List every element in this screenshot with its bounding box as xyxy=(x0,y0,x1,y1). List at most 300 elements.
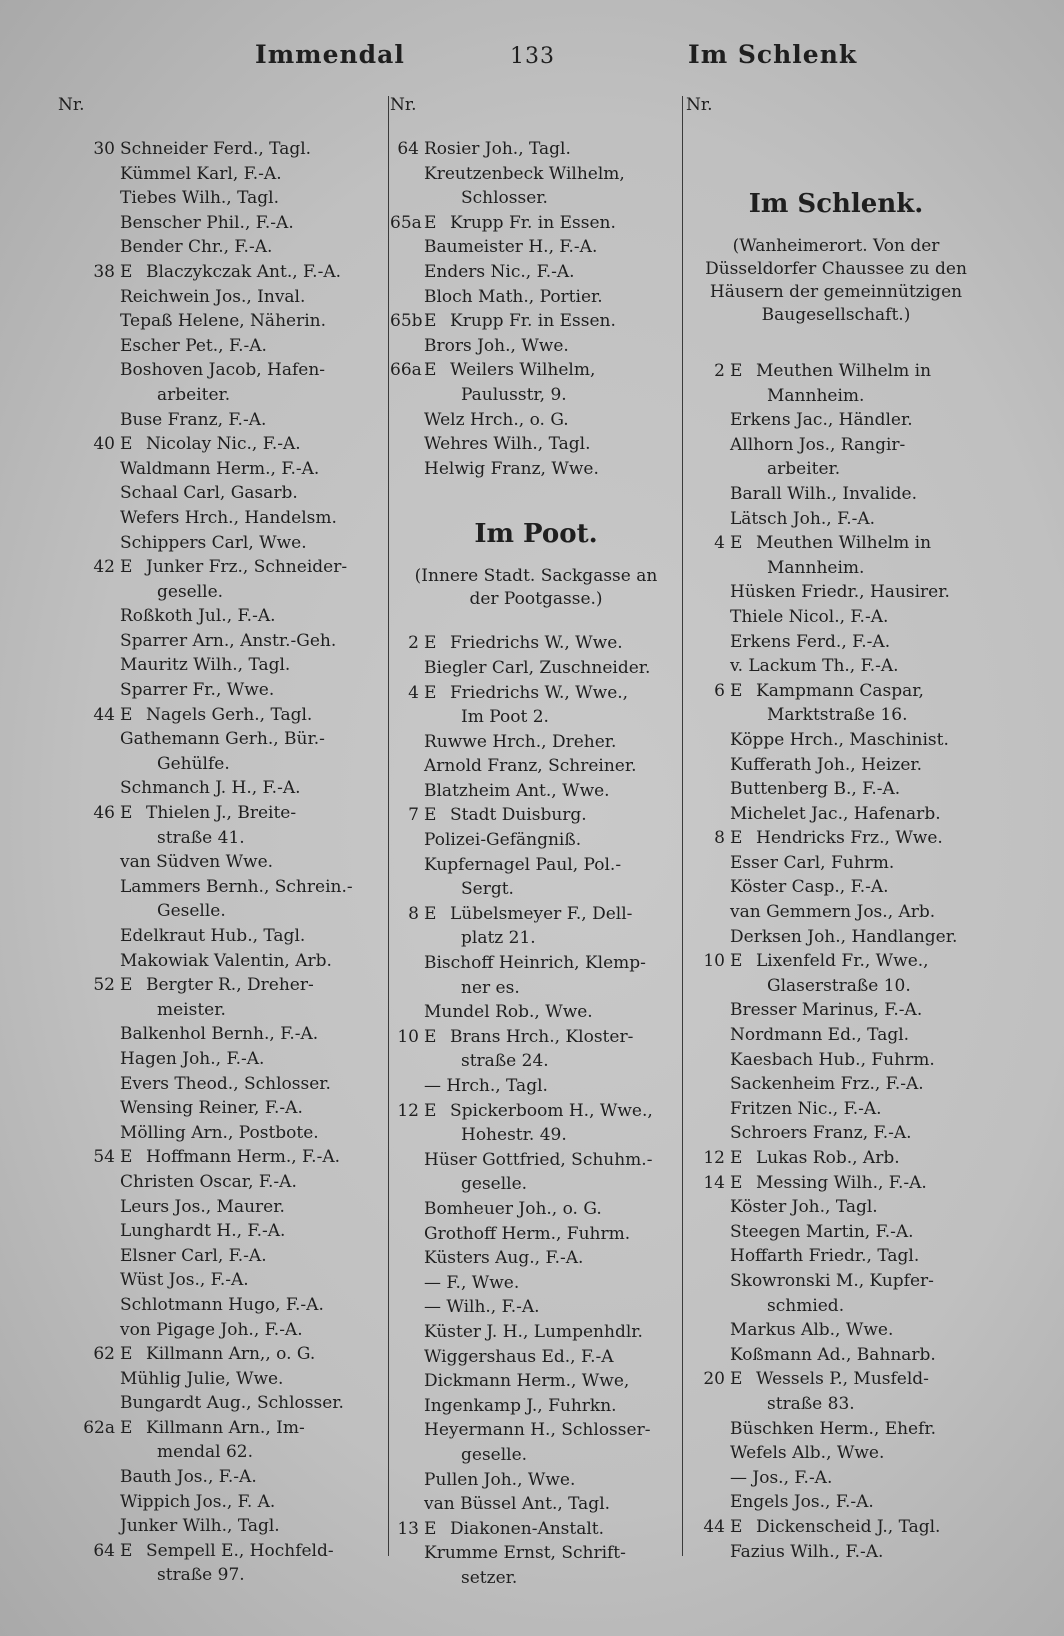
resident-entry: Meuthen Wilhelm in xyxy=(756,533,932,554)
list-item xyxy=(58,137,398,162)
house-number: 62a xyxy=(83,1417,115,1438)
house-number xyxy=(390,828,424,853)
house-number xyxy=(390,1222,424,1247)
entry-continuation: Geselle. xyxy=(157,901,226,922)
house-number xyxy=(686,1343,730,1368)
house-number xyxy=(686,605,730,630)
list-item xyxy=(58,1440,398,1465)
house-number: 2 xyxy=(408,633,419,654)
list-item xyxy=(686,1294,986,1319)
street-description-line: der Pootgasse.) xyxy=(469,589,603,610)
house-number xyxy=(58,580,120,605)
owner-marker: E xyxy=(730,1148,743,1168)
resident-entry: Roßkoth Jul., F.-A. xyxy=(120,606,276,627)
owner-marker: E xyxy=(120,704,133,725)
list-item xyxy=(686,826,986,851)
entry-continuation: straße 97. xyxy=(157,1565,245,1586)
resident-entry: Stadt Duisburg. xyxy=(450,805,587,826)
list-item xyxy=(58,899,398,924)
resident-entry: Krupp Fr. in Essen. xyxy=(450,311,616,332)
resident-entry: Kupfernagel Paul, Pol.- xyxy=(424,854,622,875)
list-item xyxy=(686,433,986,458)
resident-entry: Lixenfeld Fr., Wwe., xyxy=(756,951,929,972)
resident-entry: Blaczykczak Ant., F.-A. xyxy=(146,261,342,282)
house-number: 10 xyxy=(703,951,725,972)
house-number xyxy=(390,1443,424,1468)
house-number xyxy=(390,1394,424,1419)
house-number xyxy=(58,383,120,408)
list-item xyxy=(686,998,986,1023)
resident-entry: Messing Wilh., F.-A. xyxy=(756,1172,927,1193)
house-number xyxy=(390,1468,424,1493)
resident-entry: Killmann Arn,, o. G. xyxy=(146,1344,316,1365)
resident-entry: Krupp Fr. in Essen. xyxy=(450,212,616,233)
house-number xyxy=(686,753,730,778)
list-item xyxy=(686,875,986,900)
entry-continuation: platz 21. xyxy=(461,928,536,949)
resident-entry: Steegen Martin, F.-A. xyxy=(730,1221,914,1242)
list-item xyxy=(390,285,682,310)
house-number xyxy=(390,162,424,187)
house-number xyxy=(58,776,120,801)
resident-entry: Buse Franz, F.-A. xyxy=(120,409,267,430)
list-item xyxy=(58,1539,398,1564)
house-number xyxy=(390,1246,424,1271)
resident-entry: Grothoff Herm., Fuhrm. xyxy=(424,1223,631,1244)
house-number xyxy=(58,1121,120,1146)
list-item xyxy=(686,728,986,753)
house-number xyxy=(686,802,730,827)
resident-entry: Kufferath Joh., Heizer. xyxy=(730,754,923,775)
house-number xyxy=(686,1540,730,1565)
resident-entry: Lätsch Joh., F.-A. xyxy=(730,508,876,529)
list-item xyxy=(58,653,398,678)
house-number: 44 xyxy=(93,704,115,725)
list-item xyxy=(390,926,682,951)
resident-entry: Schmanch J. H., F.-A. xyxy=(120,778,301,799)
list-item xyxy=(58,1244,398,1269)
house-number: 64 xyxy=(93,1540,115,1561)
house-number xyxy=(686,1048,730,1073)
list-item xyxy=(390,1271,682,1296)
house-number: 10 xyxy=(397,1026,419,1047)
resident-entry: Allhorn Jos., Rangir- xyxy=(730,434,906,455)
list-item xyxy=(686,1244,986,1269)
list-item xyxy=(58,432,398,457)
list-item xyxy=(686,507,986,532)
entry-continuation: Hohestr. 49. xyxy=(461,1125,567,1146)
list-item xyxy=(686,1220,986,1245)
house-number: 2 xyxy=(714,361,725,381)
list-item xyxy=(390,334,682,359)
list-item xyxy=(390,951,682,976)
list-item xyxy=(390,1394,682,1419)
list-item xyxy=(58,309,398,334)
entry-continuation: straße 41. xyxy=(157,827,245,848)
resident-entry: Baumeister H., F.-A. xyxy=(424,237,598,258)
list-item xyxy=(58,211,398,236)
entry-continuation: setzer. xyxy=(461,1567,518,1588)
list-item xyxy=(58,1022,398,1047)
house-number xyxy=(390,1320,424,1345)
house-number xyxy=(390,1492,424,1517)
list-item xyxy=(58,1170,398,1195)
house-number xyxy=(58,1170,120,1195)
house-number: 14 xyxy=(703,1172,725,1193)
house-number xyxy=(58,1293,120,1318)
owner-marker: E xyxy=(730,533,743,554)
list-item xyxy=(390,432,682,457)
list-item xyxy=(390,137,682,162)
house-number xyxy=(58,211,120,236)
house-number: 42 xyxy=(93,557,115,578)
house-number xyxy=(686,457,730,482)
resident-entry: Lunghardt H., F.-A. xyxy=(120,1221,286,1242)
resident-entry: Wessels P., Musfeld- xyxy=(756,1369,929,1390)
house-number xyxy=(390,235,424,260)
resident-entry: von Pigage Joh., F.-A. xyxy=(120,1319,303,1340)
resident-entry: Weilers Wilhelm, xyxy=(450,360,596,381)
list-item xyxy=(390,1295,682,1320)
house-number xyxy=(686,875,730,900)
resident-entry: Bungardt Aug., Schlosser. xyxy=(120,1393,344,1414)
owner-marker: E xyxy=(730,1172,743,1193)
house-number xyxy=(686,1097,730,1122)
list-item xyxy=(390,1025,682,1050)
owner-marker: E xyxy=(424,360,437,381)
house-number: 12 xyxy=(397,1100,419,1121)
house-number xyxy=(58,506,120,531)
house-number xyxy=(686,433,730,458)
resident-entry: Pullen Joh., Wwe. xyxy=(424,1469,576,1490)
house-number: 46 xyxy=(93,803,115,824)
list-item xyxy=(58,1268,398,1293)
resident-entry: Benscher Phil., F.-A. xyxy=(120,212,294,233)
house-number: 38 xyxy=(93,261,115,282)
list-item xyxy=(58,383,398,408)
list-item xyxy=(686,703,986,728)
house-number xyxy=(390,926,424,951)
list-item xyxy=(58,875,398,900)
house-number: 65b xyxy=(390,311,423,332)
owner-marker: E xyxy=(424,1100,437,1121)
house-number: 62 xyxy=(93,1344,115,1365)
list-item xyxy=(686,1515,986,1540)
house-number xyxy=(390,285,424,310)
street-description-line: (Wanheimerort. Von der xyxy=(732,236,940,256)
resident-entry: Schroers Franz, F.-A. xyxy=(730,1123,912,1144)
resident-entry: Schneider Ferd., Tagl. xyxy=(120,139,312,159)
list-item xyxy=(390,186,682,211)
house-number xyxy=(58,1195,120,1220)
house-number xyxy=(390,408,424,433)
list-item xyxy=(686,900,986,925)
list-item xyxy=(58,801,398,826)
list-item xyxy=(58,1490,398,1515)
resident-entry: Bergter R., Dreher- xyxy=(146,975,314,996)
list-item xyxy=(686,384,986,409)
resident-entry: Hendricks Frz., Wwe. xyxy=(756,828,943,849)
house-number xyxy=(58,358,120,383)
owner-marker: E xyxy=(730,361,743,381)
house-number xyxy=(686,1220,730,1245)
list-item xyxy=(686,925,986,950)
resident-entry: Bloch Math., Portier. xyxy=(424,286,603,307)
list-item xyxy=(390,705,682,730)
list-item xyxy=(390,1148,682,1173)
list-item xyxy=(58,1072,398,1097)
resident-entry: Köster Joh., Tagl. xyxy=(730,1197,878,1218)
house-number: 40 xyxy=(93,434,115,455)
owner-marker: E xyxy=(120,557,133,578)
resident-entry: Barall Wilh., Invalide. xyxy=(730,483,917,504)
house-number xyxy=(58,826,120,851)
list-item xyxy=(58,1145,398,1170)
street-description xyxy=(390,565,682,611)
house-number xyxy=(390,853,424,878)
list-item xyxy=(58,260,398,285)
list-item xyxy=(686,1392,986,1417)
list-item xyxy=(58,973,398,998)
owner-marker: E xyxy=(424,805,437,826)
resident-entry: Küsters Aug., F.-A. xyxy=(424,1248,584,1269)
house-number xyxy=(58,629,120,654)
house-number xyxy=(58,285,120,310)
list-item xyxy=(390,877,682,902)
resident-entry: Erkens Jac., Händler. xyxy=(730,410,913,431)
house-number xyxy=(58,1563,120,1588)
list-item xyxy=(58,1391,398,1416)
resident-entry: Tiebes Wilh., Tagl. xyxy=(120,188,279,209)
house-number xyxy=(58,949,120,974)
list-item xyxy=(686,851,986,876)
street-heading: Im Poot. xyxy=(474,519,598,550)
house-number xyxy=(58,850,120,875)
house-number xyxy=(390,1172,424,1197)
list-item xyxy=(58,457,398,482)
owner-marker: E xyxy=(424,1518,437,1539)
house-number xyxy=(390,383,424,408)
owner-marker: E xyxy=(424,1026,437,1047)
resident-entry: Christen Oscar, F.-A. xyxy=(120,1171,297,1192)
house-number xyxy=(390,779,424,804)
entry-continuation: Glaserstraße 10. xyxy=(767,975,911,996)
list-item xyxy=(686,802,986,827)
house-number: 54 xyxy=(93,1147,115,1168)
list-item xyxy=(686,1343,986,1368)
house-number xyxy=(390,1197,424,1222)
street-description-line: Düsseldorfer Chaussee zu den xyxy=(705,259,967,279)
list-item xyxy=(390,1517,682,1542)
entry-continuation: Mannheim. xyxy=(767,385,865,406)
list-item xyxy=(686,974,986,999)
list-item xyxy=(390,803,682,828)
list-item xyxy=(686,654,986,679)
house-number xyxy=(686,1466,730,1491)
street-description-line: Baugesellschaft.) xyxy=(761,305,911,325)
house-number: 8 xyxy=(714,828,725,849)
resident-entry: Mölling Arn., Postbote. xyxy=(120,1122,319,1143)
resident-entry: Nordmann Ed., Tagl. xyxy=(730,1025,910,1046)
resident-entry: Heyermann H., Schlosser- xyxy=(424,1420,651,1441)
house-number xyxy=(58,1268,120,1293)
resident-entry: Kreutzenbeck Wilhelm, xyxy=(424,163,625,184)
owner-marker: E xyxy=(424,903,437,924)
resident-entry: Köppe Hrch., Maschinist. xyxy=(730,729,949,750)
resident-entry: Welz Hrch., o. G. xyxy=(424,409,569,430)
house-number xyxy=(390,951,424,976)
resident-entry: Nicolay Nic., F.-A. xyxy=(146,434,301,455)
house-number xyxy=(58,1096,120,1121)
list-item xyxy=(686,679,986,704)
list-item xyxy=(390,730,682,755)
house-number xyxy=(686,777,730,802)
resident-entry: Junker Wilh., Tagl. xyxy=(120,1516,280,1537)
list-item xyxy=(390,1172,682,1197)
owner-marker: E xyxy=(120,261,133,282)
resident-entry: Polizei-Gefängniß. xyxy=(424,830,582,851)
resident-entry: Wehres Wilh., Tagl. xyxy=(424,434,591,455)
house-number xyxy=(390,457,424,482)
list-item xyxy=(58,506,398,531)
running-head-left: Immendal xyxy=(255,40,405,69)
resident-entry: Edelkraut Hub., Tagl. xyxy=(120,926,306,946)
house-number xyxy=(58,1318,120,1343)
list-item xyxy=(58,285,398,310)
list-item xyxy=(390,1123,682,1148)
house-number xyxy=(58,752,120,777)
resident-entry: Hüsken Friedr., Hausirer. xyxy=(730,582,950,603)
house-number xyxy=(58,162,120,187)
house-number xyxy=(390,1148,424,1173)
house-number xyxy=(390,1271,424,1296)
resident-entry: Fazius Wilh., F.-A. xyxy=(730,1541,884,1562)
resident-entry: Fritzen Nic., F.-A. xyxy=(730,1098,882,1119)
list-item xyxy=(686,482,986,507)
list-item xyxy=(390,902,682,927)
list-item xyxy=(686,359,986,384)
entry-continuation: arbeiter. xyxy=(767,459,841,480)
resident-entry: Schlotmann Hugo, F.-A. xyxy=(120,1294,324,1315)
list-item xyxy=(58,1219,398,1244)
resident-entry: Sparrer Arn., Anstr.-Geh. xyxy=(120,630,337,651)
nr-column-label: Nr. xyxy=(686,95,713,115)
house-number xyxy=(686,1294,730,1319)
resident-entry: van Südven Wwe. xyxy=(120,852,274,873)
house-number xyxy=(390,705,424,730)
house-number xyxy=(686,1490,730,1515)
resident-entry: Kümmel Karl, F.-A. xyxy=(120,163,282,184)
entry-continuation: Marktstraße 16. xyxy=(767,705,908,726)
house-number xyxy=(58,531,120,556)
list-item xyxy=(390,162,682,187)
house-number: 65a xyxy=(390,212,422,233)
house-number: 4 xyxy=(408,682,419,703)
list-item xyxy=(390,1000,682,1025)
house-number xyxy=(686,728,730,753)
list-item xyxy=(58,924,398,949)
resident-entry: Engels Jos., F.-A. xyxy=(730,1492,874,1513)
list-item xyxy=(686,1072,986,1097)
house-number xyxy=(58,653,120,678)
list-item xyxy=(390,681,682,706)
list-item xyxy=(686,777,986,802)
house-number: 52 xyxy=(93,975,115,996)
owner-marker: E xyxy=(424,682,437,703)
house-number: 64 xyxy=(397,139,419,159)
house-number xyxy=(58,678,120,703)
column-1 xyxy=(58,93,398,1588)
street-description-line: (Innere Stadt. Sackgasse an xyxy=(414,566,658,587)
resident-entry: Rosier Joh., Tagl. xyxy=(424,139,571,159)
house-number xyxy=(58,408,120,433)
resident-entry: Wensing Reiner, F.-A. xyxy=(120,1098,303,1119)
resident-entry: Thiele Nicol., F.-A. xyxy=(730,606,889,627)
resident-entry: Ingenkamp J., Fuhrkn. xyxy=(424,1395,617,1416)
house-number xyxy=(686,1441,730,1466)
list-item xyxy=(58,727,398,752)
house-number xyxy=(58,924,120,949)
owner-marker: E xyxy=(730,828,743,849)
owner-marker: E xyxy=(424,212,437,233)
house-number: 8 xyxy=(408,903,419,924)
street-heading: Im Schlenk. xyxy=(748,189,924,219)
resident-entry: Sparrer Fr., Wwe. xyxy=(120,680,275,701)
house-number xyxy=(390,1295,424,1320)
list-item xyxy=(58,1563,398,1588)
list-item xyxy=(390,1418,682,1443)
list-item xyxy=(58,1514,398,1539)
resident-entry: Schippers Carl, Wwe. xyxy=(120,532,307,553)
list-item xyxy=(686,1121,986,1146)
resident-entry: Lammers Bernh., Schrein.- xyxy=(120,876,353,897)
list-item xyxy=(58,1047,398,1072)
list-item xyxy=(390,260,682,285)
list-item xyxy=(390,457,682,482)
list-item xyxy=(58,531,398,556)
owner-marker: E xyxy=(120,434,133,455)
house-number xyxy=(686,1072,730,1097)
house-number: 13 xyxy=(397,1518,419,1539)
list-item xyxy=(58,703,398,728)
list-item xyxy=(58,752,398,777)
house-number xyxy=(390,1074,424,1099)
list-item xyxy=(390,853,682,878)
owner-marker: E xyxy=(120,975,133,996)
resident-entry: Tepaß Helene, Näherin. xyxy=(120,311,326,332)
list-item xyxy=(58,678,398,703)
resident-entry: — Hrch., Tagl. xyxy=(424,1076,548,1096)
resident-entry: Kaesbach Hub., Fuhrm. xyxy=(730,1049,935,1070)
owner-marker: E xyxy=(730,1369,743,1390)
resident-entry: Bischoff Heinrich, Klemp- xyxy=(424,953,646,974)
entry-continuation: straße 83. xyxy=(767,1393,855,1414)
list-item xyxy=(686,1048,986,1073)
resident-entry: Blatzheim Ant., Wwe. xyxy=(424,780,610,801)
resident-entry: Krumme Ernst, Schrift- xyxy=(424,1543,626,1564)
list-item xyxy=(390,1222,682,1247)
house-number xyxy=(58,998,120,1023)
list-item xyxy=(686,1097,986,1122)
owner-marker: E xyxy=(424,633,437,654)
column-3 xyxy=(686,93,986,1564)
list-item xyxy=(58,998,398,1023)
entry-continuation: meister. xyxy=(157,999,226,1020)
list-item xyxy=(58,334,398,359)
house-number xyxy=(686,998,730,1023)
entry-continuation: geselle. xyxy=(461,1174,528,1195)
house-number xyxy=(58,604,120,629)
